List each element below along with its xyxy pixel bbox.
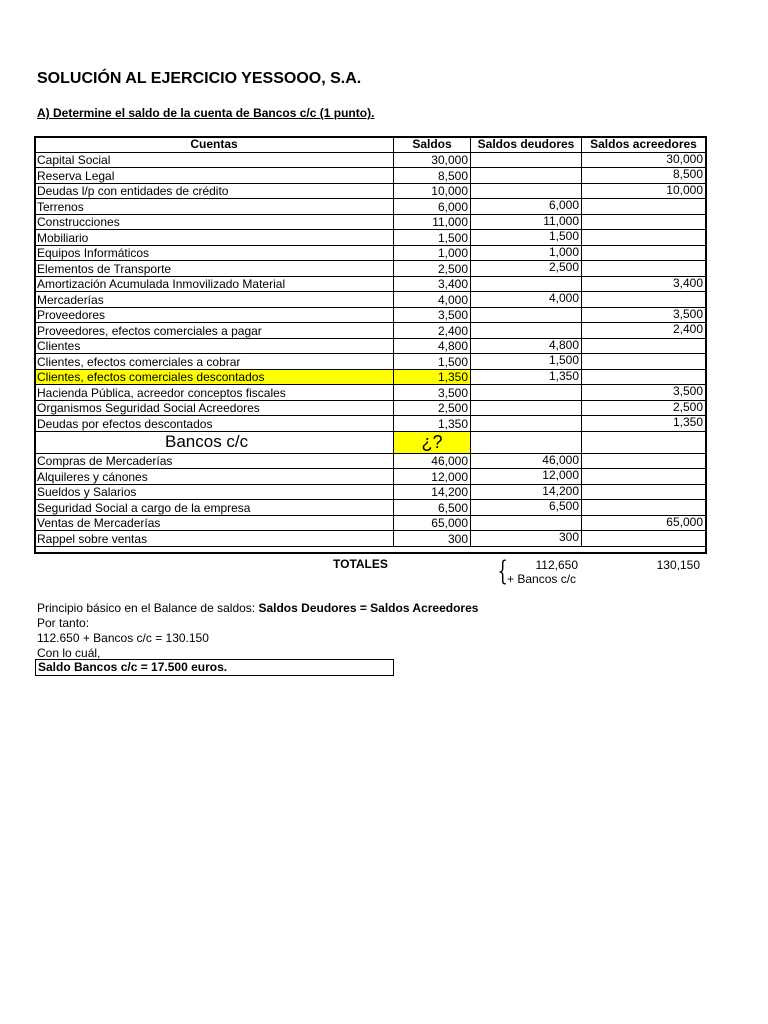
account-name: Seguridad Social a cargo de la empresa (35, 500, 394, 516)
table-row (35, 323, 706, 339)
saldo-value: 300 (394, 531, 471, 547)
deudor-value: 300 (471, 531, 582, 547)
deudor-value (471, 152, 582, 168)
acreedor-value: 8,500 (582, 168, 706, 184)
deudor-value: 6,500 (471, 500, 582, 516)
question-heading: A) Determine el saldo de la cuenta de Bancos c/c (1 punto). (37, 106, 375, 120)
acreedor-value (582, 453, 706, 469)
table-row (35, 500, 706, 516)
account-name: Mobiliario (35, 230, 394, 246)
account-name: Rappel sobre ventas (35, 531, 394, 547)
deudor-value (471, 168, 582, 184)
acreedor-value: 65,000 (582, 515, 706, 531)
account-name: Clientes, efectos comerciales descontados (35, 369, 394, 385)
account-name: Ventas de Mercaderías (35, 515, 394, 531)
deudor-value (471, 276, 582, 292)
saldo-value: 6,500 (394, 500, 471, 516)
header-saldos-acreedores: Saldos acreedores (582, 137, 706, 153)
header-saldos: Saldos (394, 137, 471, 153)
acreedor-value (582, 354, 706, 370)
saldo-value: 1,350 (394, 369, 471, 385)
account-name: Proveedores, efectos comerciales a pagar (35, 323, 394, 339)
account-name: Amortización Acumulada Inmovilizado Material (35, 276, 394, 292)
acreedor-value (582, 292, 706, 308)
table-row (35, 152, 706, 168)
deudor-value: 1,350 (471, 369, 582, 385)
table-header-row (35, 137, 706, 153)
deudor-value (471, 431, 582, 453)
table-row (35, 515, 706, 531)
account-name: Organismos Seguridad Social Acreedores (35, 400, 394, 416)
saldo-value: 1,000 (394, 245, 471, 261)
principle-line (37, 601, 478, 615)
saldo-value: 46,000 (394, 453, 471, 469)
deudor-value (471, 323, 582, 339)
saldo-value: 2,400 (394, 323, 471, 339)
document-title: SOLUCIÓN AL EJERCICIO YESSOOO, S.A. (37, 70, 362, 87)
acreedor-value (582, 531, 706, 547)
saldo-value: 14,200 (394, 484, 471, 500)
deudor-value (471, 400, 582, 416)
account-name: Clientes, efectos comerciales a cobrar (35, 354, 394, 370)
deudor-value: 6,000 (471, 199, 582, 215)
balance-table (34, 136, 706, 547)
saldo-value: 2,500 (394, 261, 471, 277)
saldo-value: 10,000 (394, 183, 471, 199)
deudor-value: 1,000 (471, 245, 582, 261)
deudor-value: 4,000 (471, 292, 582, 308)
account-name: Equipos Informáticos (35, 245, 394, 261)
deudor-value: 1,500 (471, 230, 582, 246)
saldo-value: 3,400 (394, 276, 471, 292)
table-body (35, 152, 706, 546)
account-name: Elementos de Transporte (35, 261, 394, 277)
table-row (35, 416, 706, 432)
acreedor-value (582, 469, 706, 485)
table-row (35, 400, 706, 416)
acreedor-value (582, 431, 706, 453)
header-saldos-deudores: Saldos deudores (471, 137, 582, 153)
therefore-line: Por tanto: (37, 616, 90, 630)
saldo-value: 2,500 (394, 400, 471, 416)
saldo-value: 12,000 (394, 469, 471, 485)
table-row (35, 245, 706, 261)
deudor-value (471, 416, 582, 432)
table-row (35, 385, 706, 401)
principle-prefix: Principio básico en el Balance de saldos: (37, 601, 259, 615)
table-row (35, 453, 706, 469)
acreedor-value: 2,400 (582, 323, 706, 339)
acreedor-value (582, 484, 706, 500)
account-name: Clientes (35, 338, 394, 354)
deudor-value: 12,000 (471, 469, 582, 485)
acreedor-value: 3,400 (582, 276, 706, 292)
acreedor-value: 30,000 (582, 152, 706, 168)
deudor-value: 2,500 (471, 261, 582, 277)
table-row (35, 354, 706, 370)
saldo-value: 4,800 (394, 338, 471, 354)
account-name: Capital Social (35, 152, 394, 168)
table-row (35, 531, 706, 547)
conclusion-line: Con lo cuál, (37, 646, 101, 660)
deudor-value: 4,800 (471, 338, 582, 354)
table-row (35, 292, 706, 308)
table-row (35, 183, 706, 199)
table-row (35, 338, 706, 354)
acreedor-value: 3,500 (582, 307, 706, 323)
saldo-value: 11,000 (394, 214, 471, 230)
acreedor-value (582, 261, 706, 277)
account-name: Sueldos y Salarios (35, 484, 394, 500)
account-name: Reserva Legal (35, 168, 394, 184)
deudor-value: 11,000 (471, 214, 582, 230)
account-name: Compras de Mercaderías (35, 453, 394, 469)
table-row (35, 199, 706, 215)
acreedor-value: 10,000 (582, 183, 706, 199)
account-name: Hacienda Pública, acreedor conceptos fiscales (35, 385, 394, 401)
deudor-value (471, 307, 582, 323)
saldo-value: 30,000 (394, 152, 471, 168)
deudor-value: 46,000 (471, 453, 582, 469)
table-row (35, 369, 706, 385)
header-cuentas: Cuentas (35, 137, 394, 153)
saldo-value: 1,500 (394, 354, 471, 370)
deudor-value: 1,500 (471, 354, 582, 370)
saldo-value: 1,500 (394, 230, 471, 246)
saldo-value: 4,000 (394, 292, 471, 308)
account-name: Mercaderías (35, 292, 394, 308)
acreedor-value (582, 214, 706, 230)
account-name: Terrenos (35, 199, 394, 215)
answer-box: Saldo Bancos c/c = 17.500 euros. (35, 659, 394, 676)
table-row (35, 168, 706, 184)
saldo-value: ¿? (394, 431, 471, 453)
table-row (35, 214, 706, 230)
saldo-value: 8,500 (394, 168, 471, 184)
total-acreedores: 130,150 (656, 558, 700, 572)
acreedor-value: 1,350 (582, 416, 706, 432)
table-row (35, 230, 706, 246)
table-row (35, 261, 706, 277)
acreedor-value (582, 369, 706, 385)
table-row (35, 484, 706, 500)
saldo-value: 3,500 (394, 307, 471, 323)
account-name: Construcciones (35, 214, 394, 230)
principle-equation: Saldos Deudores = Saldos Acreedores (258, 601, 479, 615)
deudor-value: 14,200 (471, 484, 582, 500)
acreedor-value (582, 245, 706, 261)
acreedor-value: 3,500 (582, 385, 706, 401)
equation-line: 112.650 + Bancos c/c = 130.150 (37, 631, 209, 645)
account-name: Proveedores (35, 307, 394, 323)
acreedor-value: 2,500 (582, 400, 706, 416)
deudor-value (471, 385, 582, 401)
deudor-value (471, 515, 582, 531)
curly-brace: { (497, 556, 508, 587)
acreedor-value (582, 199, 706, 215)
saldo-value: 65,000 (394, 515, 471, 531)
saldo-value: 6,000 (394, 199, 471, 215)
acreedor-value (582, 500, 706, 516)
table-row (35, 431, 706, 453)
acreedor-value (582, 230, 706, 246)
account-name: Alquileres y cánones (35, 469, 394, 485)
saldo-value: 1,350 (394, 416, 471, 432)
table-row (35, 276, 706, 292)
deudor-value (471, 183, 582, 199)
table-row (35, 469, 706, 485)
total-deudores-plus-bancos: + Bancos c/c (507, 572, 577, 586)
account-name: Bancos c/c (35, 431, 394, 453)
table-row (35, 307, 706, 323)
totals-label: TOTALES (333, 557, 388, 571)
total-deudores: 112,650 (535, 558, 578, 572)
saldo-value: 3,500 (394, 385, 471, 401)
acreedor-value (582, 338, 706, 354)
account-name: Deudas l/p con entidades de crédito (35, 183, 394, 199)
account-name: Deudas por efectos descontados (35, 416, 394, 432)
